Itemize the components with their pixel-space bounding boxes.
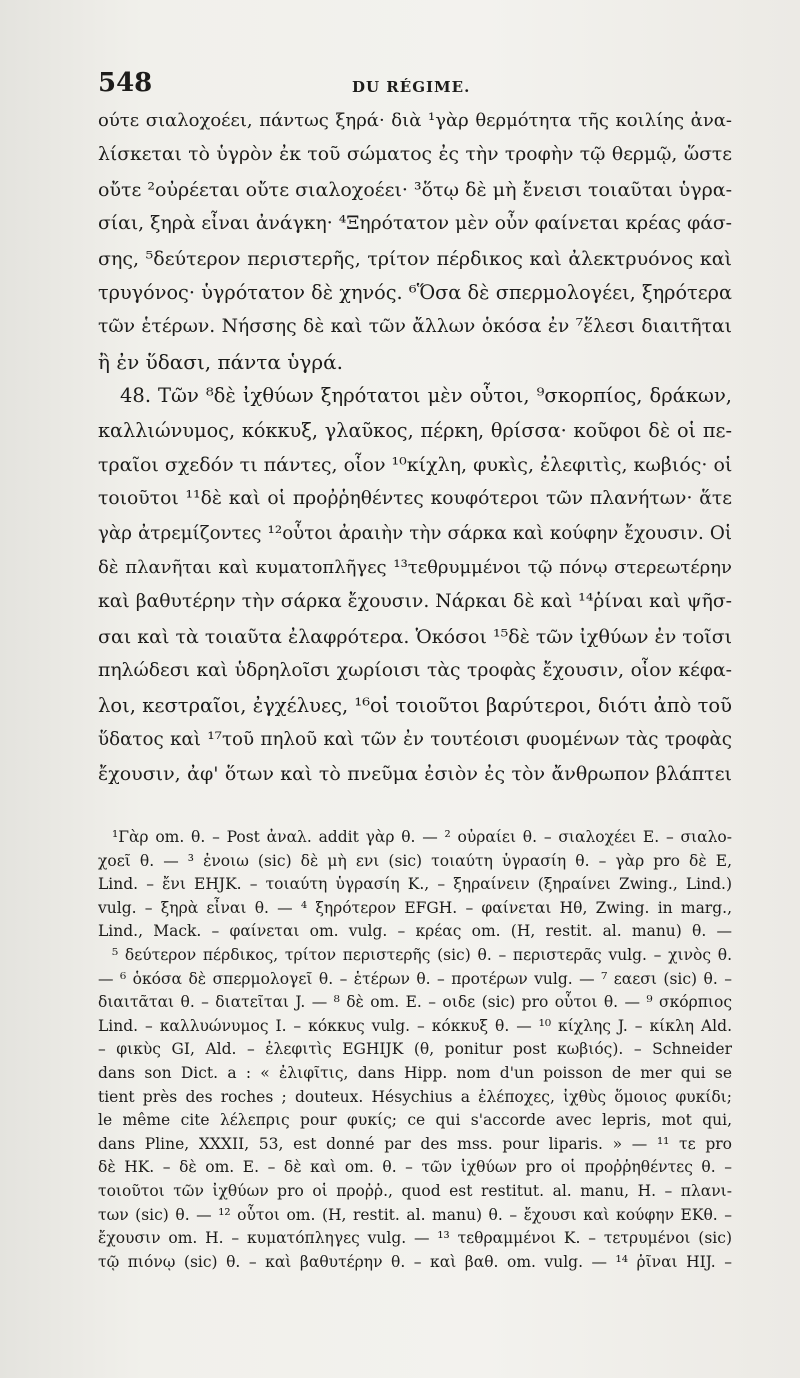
text-line: σης, ⁵δεύτερον περιστερῆς, τρίτον πέρδικος καὶ ἀλεκτρυόνος καὶ [98, 247, 732, 270]
footnote-line: χοεῖ θ. — ³ ἐνοιω (sic) δὲ μὴ ενι (sic) τοιαύτη ὑγρασίη θ. – γὰρ pro δὲ E, [98, 851, 732, 870]
text-line: σίαι, ξηρὰ εἶναι ἀνάγκη· ⁴Ξηρότατον μὲν οὖν φαίνεται κρέας φάσ- [98, 213, 732, 235]
text-line: λοι, κεστραῖοι, ἐγχέλυες, ¹⁶οἱ τοιοῦτοι βαρύτεροι, διότι ἀπὸ τοῦ [98, 693, 732, 717]
text-line: τῶν ἑτέρων. Νήσσης δὲ καὶ τῶν ἄλλων ὁκόσα ἐν ⁷ἕλεσι διαιτῆται [98, 316, 732, 338]
footnote-line: dans Pline, XXXII, 53, est donné par des mss. pour liparis. » — ¹¹ τε pro [98, 1134, 732, 1153]
footnote-line: Lind., Mack. – φαίνεται om. vulg. – κρέας om. (H, restit. al. manu) θ. — [98, 922, 732, 941]
footnote-line: — ⁶ ὁκόσα δὲ σπερμολογεῖ θ. – ἑτέρων θ. – προτέρων vulg. — ⁷ εαεσι (sic) θ. – [98, 969, 732, 988]
footnotes [98, 826, 732, 1274]
text-line: ἢ ἐν ὕδασι, πάντα ὑγρά. [98, 349, 343, 374]
text-line: σαι καὶ τὰ τοιαῦτα ἐλαφρότερα. Ὁκόσοι ¹⁵δὲ τῶν ἰχθύων ἐν τοῖσι [98, 625, 732, 648]
text-line: ούτε σιαλοχοέει, πάντως ξηρά· διὰ ¹γὰρ θερμότητα τῆς κοιλίης ἀνα- [98, 110, 732, 131]
footnote-line: ⁵ δεύτερον πέρδικος, τρίτον περιστερῆς (sic) θ. – περιστερᾶς vulg. – χινὸς θ. [112, 945, 732, 964]
text-line: τραῖοι σχεδόν τι πάντες, οἷον ¹⁰κίχλη, φυκὶς, ἐλεφιτὶς, κωβιός· οἱ [98, 453, 732, 476]
footnote-line: – φικὺς GI, Ald. – ἐλεφιτὶς EGHIJK (θ, ponitur post κωβιός). – Schneider [98, 1040, 732, 1059]
text-line: λίσκεται τὸ ὑγρὸν ἐκ τοῦ σώματος ἐς τὴν τροφὴν τῷ θερμῷ, ὥστε [98, 144, 732, 166]
footnote-line: dans son Dict. a : « ἐλιφῖτις, dans Hipp. nom d'un poisson de mer qui se [98, 1063, 732, 1082]
page-number: 548 [98, 68, 153, 98]
footnote-line: tient près des roches ; douteux. Hésychius a ἐλέποχες, ἰχθὺς ὅμοιος φυκίδι; [98, 1087, 732, 1106]
footnote-line: ἔχουσιν om. H. – κυματόπληγες vulg. — ¹³ τεθραμμένοι K. – τετρυμένοι (sic) [98, 1229, 732, 1248]
footnote-line: διαιτᾶται θ. – διατεῖται J. — ⁸ δὲ om. E. – οιδε (sic) pro οὗτοι θ. — ⁹ σκόρπιος [98, 993, 732, 1012]
text-line: καὶ βαθυτέρην τὴν σάρκα ἔχουσιν. Νάρκαι δὲ καὶ ¹⁴ῥίναι καὶ ψῆσ- [98, 591, 732, 613]
text-line: γὰρ ἀτρεμίζοντες ¹²οὗτοι ἀραιὴν τὴν σάρκα καὶ κούφην ἔχουσιν. Οἱ [98, 522, 732, 544]
text-line: τοιοῦτοι ¹¹δὲ καὶ οἱ προῤῥηθέντες κουφότεροι τῶν πλανήτων· ἅτε [98, 488, 732, 510]
footnote-line: τῷ πιόνῳ (sic) θ. – καὶ βαθυτέρην θ. – καὶ βαθ. om. vulg. — ¹⁴ ῥῖναι HIJ. – [98, 1252, 732, 1271]
footnote-line: δὲ HK. – δὲ om. E. – δὲ καὶ om. θ. – τῶν ἰχθύων pro οἱ προῤῥηθέντες θ. – [98, 1158, 732, 1177]
section-start-line: 48. Τῶν ⁸δὲ ἰχθύων ξηρότατοι μὲν οὗτοι, ⁹σκορπίος, δράκων, [120, 384, 732, 408]
running-head [98, 68, 730, 108]
footnote-line: le même cite λέλεπρις pour φυκίς; ce qui s'accorde avec lepris, mot qui, [98, 1111, 732, 1130]
text-line: καλλιώνυμος, κόκκυξ, γλαῦκος, πέρκη, θρίσσα· κοῦφοι δὲ οἱ πε- [98, 418, 732, 442]
text-line: τρυγόνος· ὑγρότατον δὲ χηνός. ⁶Ὅσα δὲ σπερμολογέει, ξηρότερα [98, 280, 732, 304]
text-line: οὔτε ²οὐρέεται οὔτε σιαλοχοέει· ³ὅτῳ δὲ μὴ ἔνεισι τοιαῦται ὑγρα- [98, 178, 732, 201]
text-line: δὲ πλανῆται καὶ κυματοπλῆγες ¹³τεθρυμμένοι τῷ πόνῳ στερεωτέρην [98, 557, 732, 579]
text-line: πηλώδεσι καὶ ὑδρηλοῖσι χωρίοισι τὰς τροφὰς ἔχουσιν, οἷον κέφα- [98, 660, 732, 682]
footnote-line: των (sic) θ. — ¹² οὗτοι om. (H, restit. al. manu) θ. – ἔχουσι καὶ κούφην EKθ. – [98, 1205, 732, 1224]
footnote-line: Lind. – ἔνι EHJK. – τοιαύτη ὑγρασίη K., – ξηραίνειν (ξηραίνει Zwing., Lind.) [98, 875, 732, 894]
footnote-line: Lind. – καλλυώνυμος I. – κόκκυς vulg. – κόκκυξ θ. — ¹⁰ κίχλης J. – κίκλη Ald. [98, 1016, 732, 1035]
text-line: ἔχουσιν, ἀφ' ὅτων καὶ τὸ πνεῦμα ἐσιὸν ἐς τὸν ἄνθρωπον βλάπτει [98, 763, 732, 786]
running-title: DU RÉGIME. [352, 78, 471, 96]
text-line: ὕδατος καὶ ¹⁷τοῦ πηλοῦ καὶ τῶν ἐν τουτέοισι φυομένων τὰς τροφὰς [98, 729, 732, 751]
body-text [98, 104, 732, 792]
footnote-line: ¹Γὰρ om. θ. – Post ἀναλ. addit γὰρ θ. — ² οὐραίει θ. – σιαλοχέει E. – σιαλο- [112, 828, 732, 846]
footnote-line: vulg. – ξηρὰ εἶναι θ. — ⁴ ξηρότερον EFGH. – φαίνεται Hθ, Zwing. in marg., [98, 898, 732, 917]
footnote-line: τοιοῦτοι τῶν ἰχθύων pro οἱ προῤῥ., quod est restitut. al. manu, H. – πλανι- [98, 1181, 732, 1200]
